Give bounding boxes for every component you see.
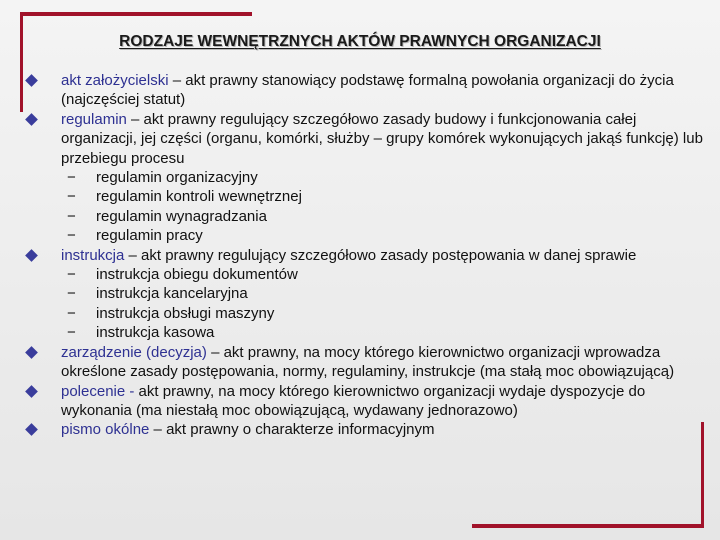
sub-list [61,168,704,246]
list-item [24,246,704,343]
list-item [24,110,704,246]
item-term: instrukcja [61,246,125,264]
diamond-bullet-icon [25,423,38,436]
decorative-rule-bottom [472,524,704,528]
sub-list-item: − instrukcja kasowa [67,324,215,342]
diamond-bullet-icon [25,346,38,359]
diamond-bullet-icon [25,249,38,262]
sub-list-item: − regulamin organizacyjny [67,169,258,187]
item-text: – akt prawny, na mocy którego kierownictwo organizacji wprowadza określone zasady postępowania, normy, regulaminy, instrukcje (ma stałą moc obowiązującą) [61,343,675,381]
decorative-rule-top [20,12,252,16]
decorative-rule-left [20,12,23,112]
item-term: regulamin [61,110,127,128]
sub-list-item: − regulamin kontroli wewnętrznej [67,188,302,206]
sub-list-item: − instrukcja obsługi maszyny [67,304,275,322]
list-item [24,420,704,439]
list-item [24,343,704,382]
item-term: polecenie - [61,382,135,400]
item-text: – akt prawny regulujący szczegółowo zasady budowy i funkcjonowania całej organizacji, jej części (organu, komórki, służby – grupy komórek wykonujących jakąś funkcję) lub przebiegu procesu [61,110,703,167]
sub-list-item: − regulamin wynagradzania [67,207,267,225]
list-item [24,382,704,421]
slide-title: RODZAJE WEWNĘTRZNYCH AKTÓW PRAWNYCH ORGANIZACJI [119,33,601,50]
diamond-bullet-icon [25,74,38,87]
item-text: akt prawny, na mocy którego kierownictwo organizacji wydaje dyspozycje do wykonania (ma niestałą moc obowiązującą, wydawany jednorazowo) [61,382,646,419]
sub-list [61,265,704,343]
sub-list-item: − instrukcja kancelaryjna [67,285,248,303]
diamond-bullet-icon [25,385,38,398]
item-text: – akt prawny stanowiący podstawę formalną powołania organizacji do życia (najczęściej statut) [61,72,674,109]
item-text: – akt prawny o charakterze informacyjnym [149,421,435,439]
item-term: zarządzenie (decyzja) [61,343,207,361]
bullet-list [24,71,704,440]
item-text: – akt prawny regulujący szczegółowo zasady postępowania w danej sprawie [124,246,637,264]
diamond-bullet-icon [25,113,38,126]
item-term: pismo okólne [61,421,150,439]
list-item [24,71,704,110]
sub-list-item: − instrukcja obiegu dokumentów [67,266,298,284]
item-term: akt założycielski [61,72,169,89]
sub-list-item: − regulamin pracy [67,227,203,245]
